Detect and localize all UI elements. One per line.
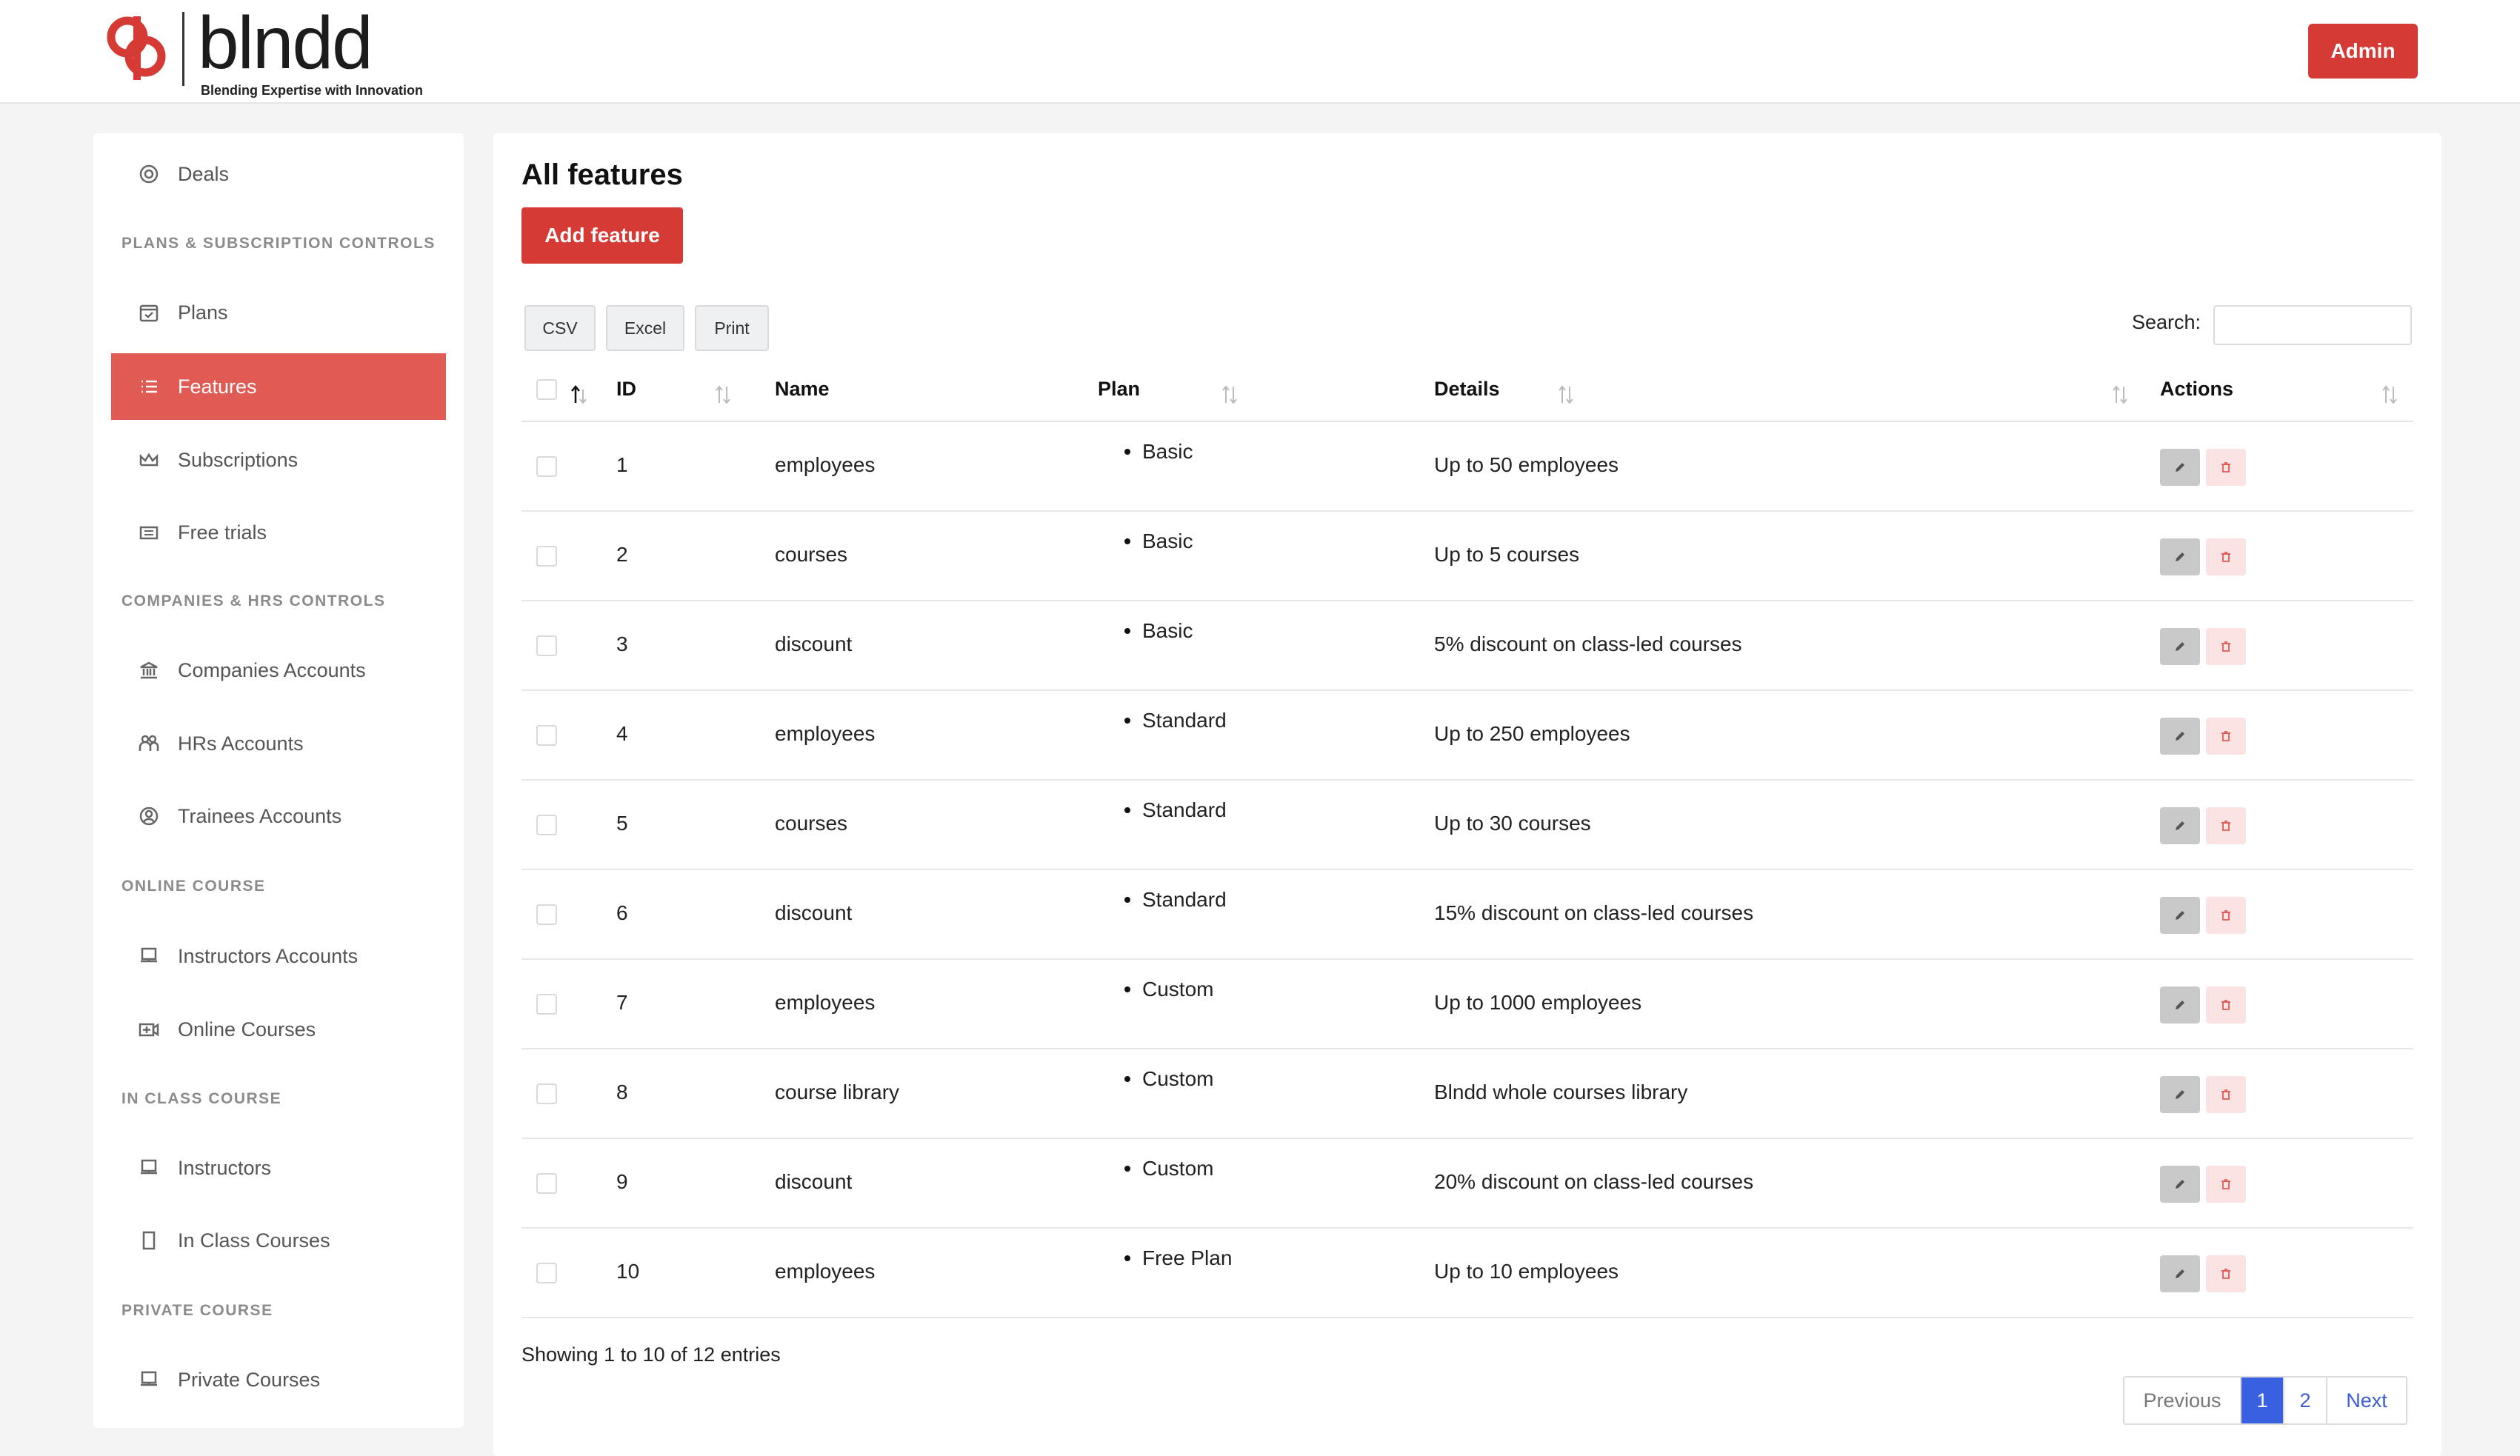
table-row [521, 512, 2413, 601]
trash-icon [2219, 729, 2233, 744]
search-input[interactable] [2213, 305, 2412, 345]
row-checkbox[interactable] [536, 1083, 557, 1104]
cell-details: Up to 5 courses [1434, 543, 1580, 566]
pagination [2123, 1376, 2407, 1425]
cell-plan [1124, 619, 1193, 643]
cell-id: 6 [616, 901, 628, 924]
column-header-actions[interactable]: Actions [2160, 378, 2234, 400]
trash-icon [2219, 818, 2233, 833]
deals-icon [136, 161, 161, 187]
crown-icon [136, 447, 161, 472]
pencil-icon [2173, 1177, 2187, 1192]
edit-button[interactable] [2160, 986, 2200, 1023]
row-checkbox[interactable] [536, 546, 557, 567]
sort-icon[interactable] [713, 384, 733, 406]
delete-button[interactable] [2206, 718, 2246, 755]
table-row [521, 691, 2413, 781]
delete-button[interactable] [2206, 1255, 2246, 1292]
row-checkbox[interactable] [536, 994, 557, 1015]
delete-button[interactable] [2206, 538, 2246, 575]
add-feature-button[interactable]: Add feature [521, 207, 683, 264]
sidebar-item-label: Features [178, 375, 257, 398]
sidebar-section-plans: PLANS & SUBSCRIPTION CONTROLS [121, 235, 436, 252]
bullet-icon [1124, 897, 1130, 903]
trash-icon [2219, 460, 2233, 475]
sidebar-item-free-trials[interactable] [111, 499, 446, 566]
cell-name: discount [775, 632, 853, 655]
cell-name: courses [775, 543, 848, 566]
cell-id: 1 [616, 453, 628, 476]
sidebar-item-companies-accounts[interactable] [111, 637, 446, 704]
sidebar-item-label: Trainees Accounts [178, 804, 342, 827]
cell-details: 20% discount on class-led courses [1434, 1170, 1754, 1193]
plan-label: Free Plan [1142, 1246, 1233, 1269]
row-checkbox[interactable] [536, 456, 557, 477]
cell-details: 15% discount on class-led courses [1434, 901, 1754, 924]
row-checkbox[interactable] [536, 815, 557, 835]
pencil-icon [2173, 908, 2187, 923]
features-table [521, 357, 2413, 1318]
pencil-icon [2173, 1087, 2187, 1102]
pencil-icon [2173, 550, 2187, 564]
trash-icon [2219, 998, 2233, 1012]
sidebar-item-label: Instructors Accounts [178, 944, 359, 967]
cell-plan [1124, 709, 1227, 732]
edit-button[interactable] [2160, 1166, 2200, 1203]
sidebar [93, 133, 464, 1428]
sidebar-section-private-course: PRIVATE COURSE [121, 1302, 273, 1319]
top-header [0, 0, 2520, 104]
sidebar-item-in-class-courses[interactable] [111, 1207, 446, 1274]
sort-asc-icon[interactable] [569, 384, 590, 406]
plan-label: Basic [1142, 440, 1193, 463]
entries-info: Showing 1 to 10 of 12 entries [521, 1343, 781, 1366]
sidebar-item-features[interactable] [111, 353, 446, 420]
pencil-icon [2173, 639, 2187, 654]
bullet-icon [1124, 718, 1130, 724]
sidebar-item-deals[interactable] [111, 141, 446, 207]
delete-button[interactable] [2206, 807, 2246, 844]
pagination-previous[interactable]: Previous [2124, 1377, 2241, 1423]
pagination-next[interactable]: Next [2346, 1389, 2387, 1412]
table-row [521, 960, 2413, 1049]
sidebar-item-label: Private Courses [178, 1368, 321, 1391]
cell-plan [1124, 888, 1227, 912]
row-checkbox[interactable] [536, 635, 557, 656]
cell-id: 9 [616, 1170, 628, 1193]
sidebar-item-label: Plans [178, 301, 228, 324]
row-checkbox[interactable] [536, 1263, 557, 1283]
pagination-page-1[interactable]: 1 [2241, 1377, 2284, 1423]
table-row [521, 1229, 2413, 1318]
pagination-page-2[interactable]: 2 [2284, 1377, 2327, 1423]
cell-name: courses [775, 812, 848, 835]
brand-logo[interactable] [104, 1, 424, 98]
cell-name: employees [775, 991, 876, 1014]
edit-button[interactable] [2160, 718, 2200, 755]
book-icon [136, 1228, 161, 1253]
sort-icon[interactable] [1556, 384, 1576, 406]
page-title: All features [521, 158, 683, 191]
edit-button[interactable] [2160, 538, 2200, 575]
delete-button[interactable] [2206, 897, 2246, 934]
edit-button[interactable] [2160, 807, 2200, 844]
delete-button[interactable] [2206, 986, 2246, 1023]
cell-id: 7 [616, 991, 628, 1014]
sort-icon[interactable] [1219, 384, 1240, 406]
cell-plan [1124, 978, 1213, 1001]
row-checkbox[interactable] [536, 904, 557, 925]
sidebar-section-online-course: ONLINE COURSE [121, 878, 266, 895]
trash-icon [2219, 639, 2233, 654]
plan-label: Custom [1142, 1067, 1214, 1090]
sidebar-item-label: Online Courses [178, 1018, 316, 1041]
logo-tagline: Blending Expertise with Innovation [201, 83, 424, 98]
cell-id: 3 [616, 632, 628, 655]
delete-button[interactable] [2206, 449, 2246, 486]
sidebar-section-companies: COMPANIES & HRS CONTROLS [121, 592, 386, 610]
cell-plan [1124, 530, 1193, 553]
presentation-icon [136, 1367, 161, 1392]
plan-label: Basic [1142, 530, 1193, 552]
cell-name: course library [775, 1081, 900, 1103]
table-row [521, 422, 2413, 512]
plan-label: Custom [1142, 978, 1214, 1001]
export-csv-button[interactable]: CSV [524, 305, 596, 351]
print-button[interactable]: Print [695, 305, 769, 351]
bullet-icon [1124, 1255, 1130, 1261]
trash-icon [2219, 1266, 2233, 1281]
plan-label: Custom [1142, 1157, 1214, 1180]
sort-icon[interactable] [2379, 384, 2400, 406]
bullet-icon [1124, 449, 1130, 455]
plan-label: Standard [1142, 709, 1227, 732]
column-header-id[interactable]: ID [616, 378, 636, 400]
sidebar-item-label: Instructors [178, 1156, 272, 1179]
plan-label: Basic [1142, 619, 1193, 642]
trash-icon [2219, 550, 2233, 564]
column-header-name[interactable]: Name [775, 378, 830, 400]
sidebar-item-label: Companies Accounts [178, 658, 366, 681]
sidebar-item-plans[interactable] [111, 279, 446, 346]
cell-plan [1124, 1067, 1213, 1091]
column-header-plan[interactable]: Plan [1098, 378, 1141, 400]
cell-name: discount [775, 901, 853, 924]
cell-details: Up to 1000 employees [1434, 991, 1642, 1014]
cell-name: employees [775, 1260, 876, 1283]
cell-name: employees [775, 453, 876, 476]
presentation-icon [136, 944, 161, 969]
users-icon [136, 731, 161, 756]
sidebar-item-trainees-accounts[interactable] [111, 783, 446, 849]
sidebar-item-instructors[interactable] [111, 1135, 446, 1201]
cell-plan [1124, 440, 1193, 464]
sidebar-item-subscriptions[interactable] [111, 427, 446, 493]
cell-id: 10 [616, 1260, 640, 1283]
cell-id: 2 [616, 543, 628, 566]
ticket-icon [136, 520, 161, 545]
bullet-icon [1124, 807, 1130, 813]
edit-button[interactable] [2160, 628, 2200, 665]
sidebar-item-label: Deals [178, 162, 230, 185]
main-panel [493, 133, 2441, 1456]
row-checkbox[interactable] [536, 725, 557, 746]
delete-button[interactable] [2206, 628, 2246, 665]
cell-plan [1124, 1157, 1213, 1181]
cell-id: 5 [616, 812, 628, 835]
plan-label: Standard [1142, 798, 1227, 821]
bullet-icon [1124, 1166, 1130, 1172]
delete-button[interactable] [2206, 1076, 2246, 1113]
cell-details: Blndd whole courses library [1434, 1081, 1688, 1103]
sidebar-item-label: Free trials [178, 521, 267, 544]
plan-label: Standard [1142, 888, 1227, 911]
row-checkbox[interactable] [536, 1173, 557, 1194]
edit-button[interactable] [2160, 449, 2200, 486]
sidebar-item-label: Subscriptions [178, 448, 299, 471]
cell-plan [1124, 798, 1227, 822]
edit-button[interactable] [2160, 1076, 2200, 1113]
calendar-check-icon [136, 300, 161, 325]
sidebar-item-label: HRs Accounts [178, 732, 304, 755]
trash-icon [2219, 1087, 2233, 1102]
column-header-details[interactable]: Details [1434, 378, 1500, 400]
pencil-icon [2173, 460, 2187, 475]
table-header [521, 357, 2413, 422]
bullet-icon [1124, 986, 1130, 992]
video-plus-icon [136, 1017, 161, 1042]
cell-name: discount [775, 1170, 853, 1193]
bank-icon [136, 658, 161, 683]
table-row [521, 1049, 2413, 1139]
list-icon [136, 374, 161, 399]
cell-details: Up to 10 employees [1434, 1260, 1619, 1283]
admin-button[interactable]: Admin [2308, 24, 2418, 79]
logo-wordmark: blndd [198, 1, 372, 84]
delete-button[interactable] [2206, 1166, 2246, 1203]
cell-details: Up to 250 employees [1434, 722, 1630, 745]
edit-button[interactable] [2160, 897, 2200, 934]
search-label: Search: [2132, 311, 2201, 333]
sidebar-item-label: In Class Courses [178, 1229, 330, 1252]
logo-divider [182, 12, 184, 86]
sidebar-item-private-courses[interactable] [111, 1346, 446, 1413]
bullet-icon [1124, 538, 1130, 544]
sidebar-section-in-class-course: IN CLASS COURSE [121, 1090, 282, 1107]
pencil-icon [2173, 1266, 2187, 1281]
cell-id: 4 [616, 722, 628, 745]
logo-mark-icon [104, 9, 170, 86]
cell-id: 8 [616, 1081, 628, 1103]
cell-details: Up to 50 employees [1434, 453, 1619, 476]
export-excel-button[interactable]: Excel [606, 305, 684, 351]
cell-details: Up to 30 courses [1434, 812, 1591, 835]
cell-details: 5% discount on class-led courses [1434, 632, 1742, 655]
sidebar-item-online-courses[interactable] [111, 996, 446, 1063]
cell-plan [1124, 1246, 1232, 1270]
table-row [521, 601, 2413, 691]
bullet-icon [1124, 1076, 1130, 1082]
table-row [521, 1139, 2413, 1229]
select-all-checkbox[interactable] [536, 379, 557, 400]
edit-button[interactable] [2160, 1255, 2200, 1292]
sidebar-item-hrs-accounts[interactable] [111, 710, 446, 777]
presentation-icon [136, 1155, 161, 1181]
table-row [521, 870, 2413, 960]
pencil-icon [2173, 818, 2187, 833]
trash-icon [2219, 1177, 2233, 1192]
sidebar-item-instructors-accounts[interactable] [111, 923, 446, 989]
table-body [521, 422, 2413, 1318]
sort-icon[interactable] [2110, 384, 2130, 406]
pencil-icon [2173, 729, 2187, 744]
cell-name: employees [775, 722, 876, 745]
bullet-icon [1124, 628, 1130, 634]
table-row [521, 781, 2413, 870]
user-circle-icon [136, 804, 161, 829]
trash-icon [2219, 908, 2233, 923]
pencil-icon [2173, 998, 2187, 1012]
